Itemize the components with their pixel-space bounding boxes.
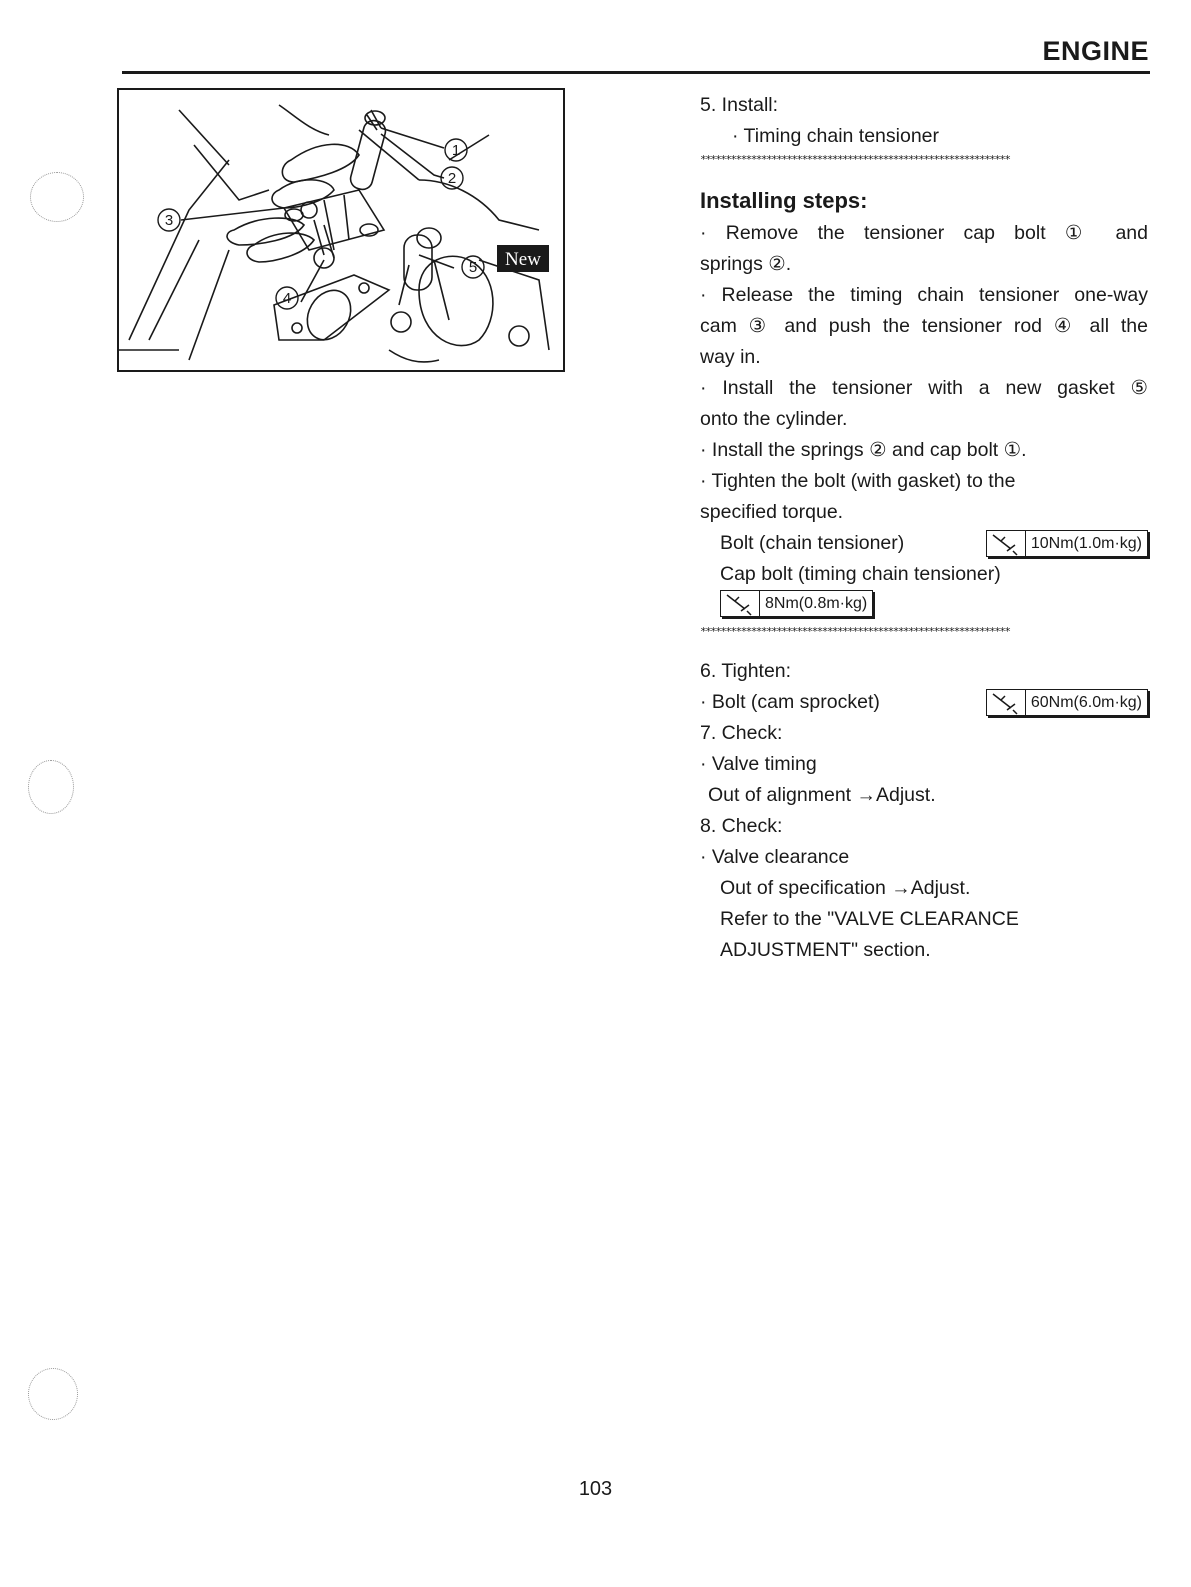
torque-value-2: 8Nm(0.8m·kg): [765, 595, 868, 612]
scan-hole-mark: [28, 1368, 78, 1420]
procedure-column: [700, 90, 1148, 966]
torque-wrench-icon: [987, 690, 1026, 715]
torque-wrench-icon: [721, 591, 760, 616]
spec-cam-sprocket: [700, 687, 1148, 718]
callout-1: 1: [451, 142, 461, 159]
torque-value-3: 60Nm(6.0m·kg): [1030, 694, 1142, 711]
scan-hole-mark: [28, 760, 74, 814]
bullet-3-line-1: · Install the tensioner with a new gasket ⑤: [700, 377, 1148, 399]
spec-2-label: Cap bolt (timing chain tensioner): [720, 563, 1001, 585]
callout-2: 2: [447, 170, 457, 187]
spec-1-label: Bolt (chain tensioner): [720, 532, 905, 554]
spec-cap-bolt: [700, 590, 1148, 624]
page-header-title: ENGINE: [1042, 36, 1149, 66]
torque-value-1: 10Nm(1.0m·kg): [1030, 535, 1142, 552]
bullet-1-line-1: · Remove the tensioner cap bolt ① and: [700, 222, 1148, 244]
scan-hole-mark: [30, 172, 84, 222]
header-rule: [122, 71, 1150, 74]
step-7-title: 7. Check:: [700, 722, 783, 744]
step-8-reference-line-2: ADJUSTMENT" section.: [720, 939, 931, 961]
step-8-result: Out of specification →Adjust.: [720, 877, 971, 899]
callout-4: 4: [282, 290, 292, 307]
step-5-item: · Timing chain tensioner: [732, 125, 940, 147]
step-8-item: · Valve clearance: [700, 846, 850, 868]
bullet-3-line-2: onto the cylinder.: [700, 408, 848, 430]
step-8-title: 8. Check:: [700, 815, 783, 837]
installing-steps-heading: Installing steps:: [700, 188, 868, 213]
spec-chain-tensioner: [700, 528, 1148, 559]
callout-5: 5: [468, 259, 478, 276]
bullet-2-line-2: cam ③ and push the tensioner rod ④ all the: [700, 315, 1148, 337]
star-divider-bottom: *************************************************************: [700, 625, 1010, 638]
step-7-result: Out of alignment →Adjust.: [708, 784, 936, 806]
step-6-title: 6. Tighten:: [700, 660, 792, 682]
tensioner-illustration: [117, 88, 565, 372]
page-number: 103: [578, 1478, 613, 1500]
bullet-5-line-1: · Tighten the bolt (with gasket) to the: [700, 470, 1016, 492]
torque-box-3: [986, 689, 1148, 716]
torque-box-1: [986, 530, 1148, 557]
bullet-4: · Install the springs ② and cap bolt ①.: [700, 439, 1027, 461]
callout-3: 3: [164, 212, 174, 229]
bullet-2-line-3: way in.: [700, 346, 761, 368]
bullet-2-line-1: · Release the timing chain tensioner one-way: [700, 284, 1148, 306]
step-6-item: · Bolt (cam sprocket): [700, 691, 880, 713]
step-7-item: · Valve timing: [700, 753, 817, 775]
bullet-1-line-2: springs ②.: [700, 253, 792, 275]
torque-wrench-icon: [987, 531, 1026, 556]
step-5-title: 5. Install:: [700, 94, 779, 116]
bullet-5-line-2: specified torque.: [700, 501, 844, 523]
star-divider-top: *************************************************************: [700, 153, 1010, 166]
new-badge: New: [505, 249, 541, 270]
torque-box-2: [720, 590, 873, 617]
step-8-reference-line-1: Refer to the "VALVE CLEARANCE: [720, 908, 1019, 930]
